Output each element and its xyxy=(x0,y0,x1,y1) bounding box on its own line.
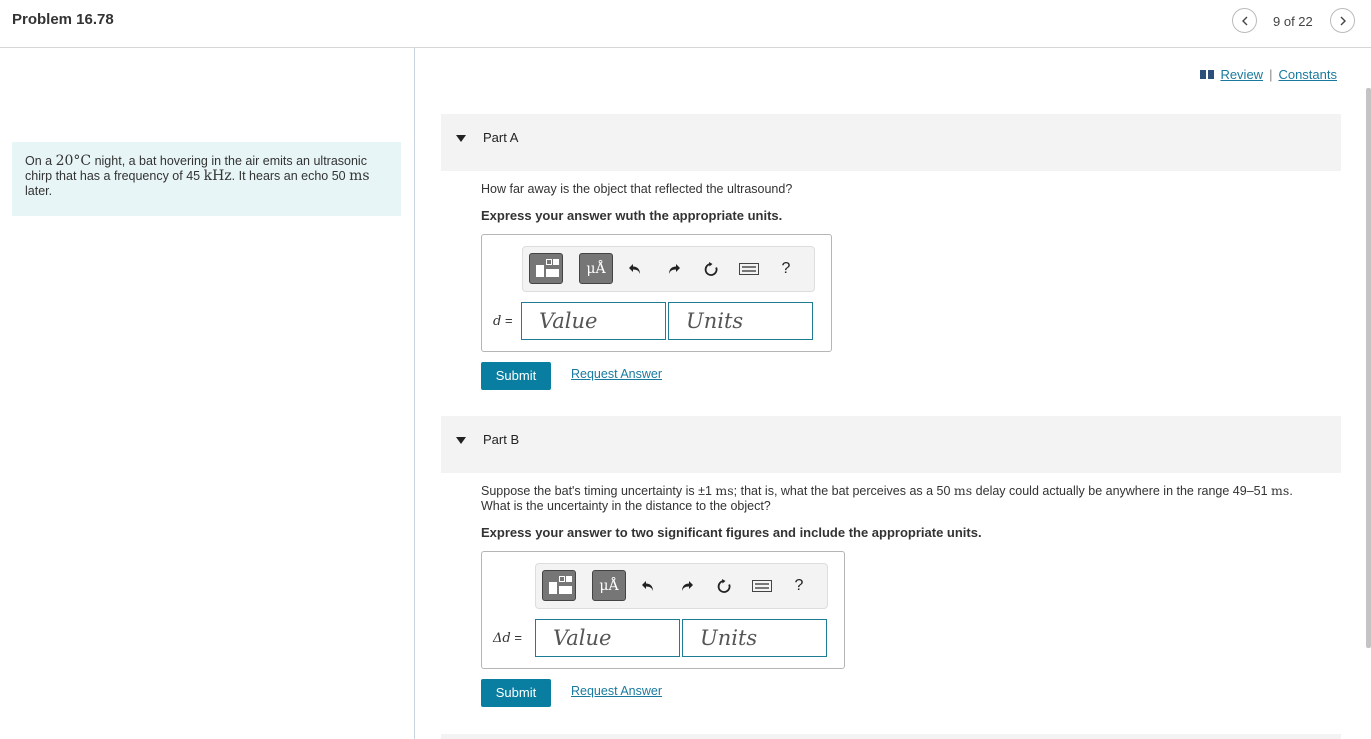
template-icon xyxy=(536,265,544,277)
book-icon xyxy=(1200,70,1214,80)
part-a-answer-box xyxy=(481,234,832,352)
value-input[interactable]: Value xyxy=(521,302,666,340)
collapse-triangle-icon[interactable] xyxy=(456,135,466,142)
redo-icon[interactable] xyxy=(677,576,697,596)
equals-sign: = xyxy=(501,313,513,328)
var-delta-d: Δd xyxy=(493,631,511,646)
scrollbar[interactable] xyxy=(1366,88,1371,648)
unit-ms: ms xyxy=(953,483,973,498)
units-input[interactable]: Units xyxy=(668,302,813,340)
help-icon[interactable]: ? xyxy=(794,577,804,594)
problem-unit-ms: ms xyxy=(349,168,370,184)
part-b-submit-button[interactable]: Submit xyxy=(481,679,551,707)
template-icon xyxy=(549,582,557,594)
problem-statement xyxy=(12,142,401,216)
review-link[interactable]: Review xyxy=(1220,67,1264,82)
problem-text-4: later. xyxy=(25,184,53,198)
part-b-question xyxy=(481,483,1341,514)
undo-icon[interactable] xyxy=(625,259,645,279)
prev-button[interactable] xyxy=(1232,8,1257,33)
template-button[interactable] xyxy=(529,253,563,284)
part-a-instruction: Express your answer wuth the appropriate units. xyxy=(481,208,783,223)
units-input[interactable]: Units xyxy=(682,619,827,657)
problem-text-2: night, a bat hovering in the air emits an ultrasonic chirp that has a frequency of 45 xyxy=(25,154,367,183)
link-separator: | xyxy=(1269,67,1273,82)
redo-icon[interactable] xyxy=(664,259,684,279)
part-a-submit-button[interactable]: Submit xyxy=(481,362,551,390)
var-label-delta-d xyxy=(493,630,522,646)
part-b-q-text: Suppose the bat's timing uncertainty is ±1 xyxy=(481,484,716,498)
part-a-request-answer-link[interactable]: Request Answer xyxy=(571,367,663,381)
chevron-left-icon xyxy=(1240,16,1250,26)
mu-angstrom-button[interactable]: μÅ xyxy=(579,253,613,284)
page-title: Problem 16.78 xyxy=(12,11,114,28)
var-d: d xyxy=(493,314,502,329)
value-input[interactable]: Value xyxy=(535,619,680,657)
unit-ms: ms xyxy=(715,483,734,498)
page-counter: 9 of 22 xyxy=(1273,14,1313,29)
help-icon[interactable]: ? xyxy=(781,260,791,277)
chevron-right-icon xyxy=(1338,16,1348,26)
part-a-question: How far away is the object that reflected the ultrasound? xyxy=(481,182,793,196)
keyboard-icon[interactable] xyxy=(739,259,759,279)
template-button[interactable] xyxy=(542,570,576,601)
problem-temp: 20°C xyxy=(55,153,92,169)
var-label-d xyxy=(493,313,513,329)
problem-text-1: On a xyxy=(25,154,56,168)
reset-icon[interactable] xyxy=(701,259,721,279)
math-toolbar xyxy=(522,246,815,292)
column-divider xyxy=(414,47,415,739)
keyboard-icon[interactable] xyxy=(752,576,772,596)
resource-links xyxy=(1200,67,1337,82)
part-b-q-text: . xyxy=(1289,484,1293,498)
part-b-q-text: delay could actually be anywhere in the range 49–51 xyxy=(972,484,1272,498)
constants-link[interactable]: Constants xyxy=(1278,67,1337,82)
top-bar xyxy=(0,0,1371,48)
next-button[interactable] xyxy=(1330,8,1355,33)
problem-unit-khz: kHz xyxy=(203,168,232,184)
part-b-q-line2: What is the uncertainty in the distance to the object? xyxy=(481,499,771,513)
part-b-q-text: ; that is, what the bat perceives as a 50 xyxy=(733,484,954,498)
next-part-header-edge xyxy=(441,734,1341,739)
part-a-header[interactable] xyxy=(441,114,1341,171)
part-a-label: Part A xyxy=(483,130,519,145)
reset-icon[interactable] xyxy=(714,576,734,596)
part-b-header[interactable] xyxy=(441,416,1341,473)
math-toolbar xyxy=(535,563,828,609)
problem-text-3: . It hears an echo 50 xyxy=(231,169,350,183)
part-b-instruction: Express your answer to two significant figures and include the appropriate units. xyxy=(481,525,982,540)
undo-icon[interactable] xyxy=(638,576,658,596)
mu-angstrom-button[interactable]: μÅ xyxy=(592,570,626,601)
part-b-label: Part B xyxy=(483,432,520,447)
unit-ms: ms xyxy=(1271,483,1290,498)
equals-sign: = xyxy=(510,630,522,645)
part-b-request-answer-link[interactable]: Request Answer xyxy=(571,684,663,698)
part-b-answer-box xyxy=(481,551,845,669)
collapse-triangle-icon[interactable] xyxy=(456,437,466,444)
